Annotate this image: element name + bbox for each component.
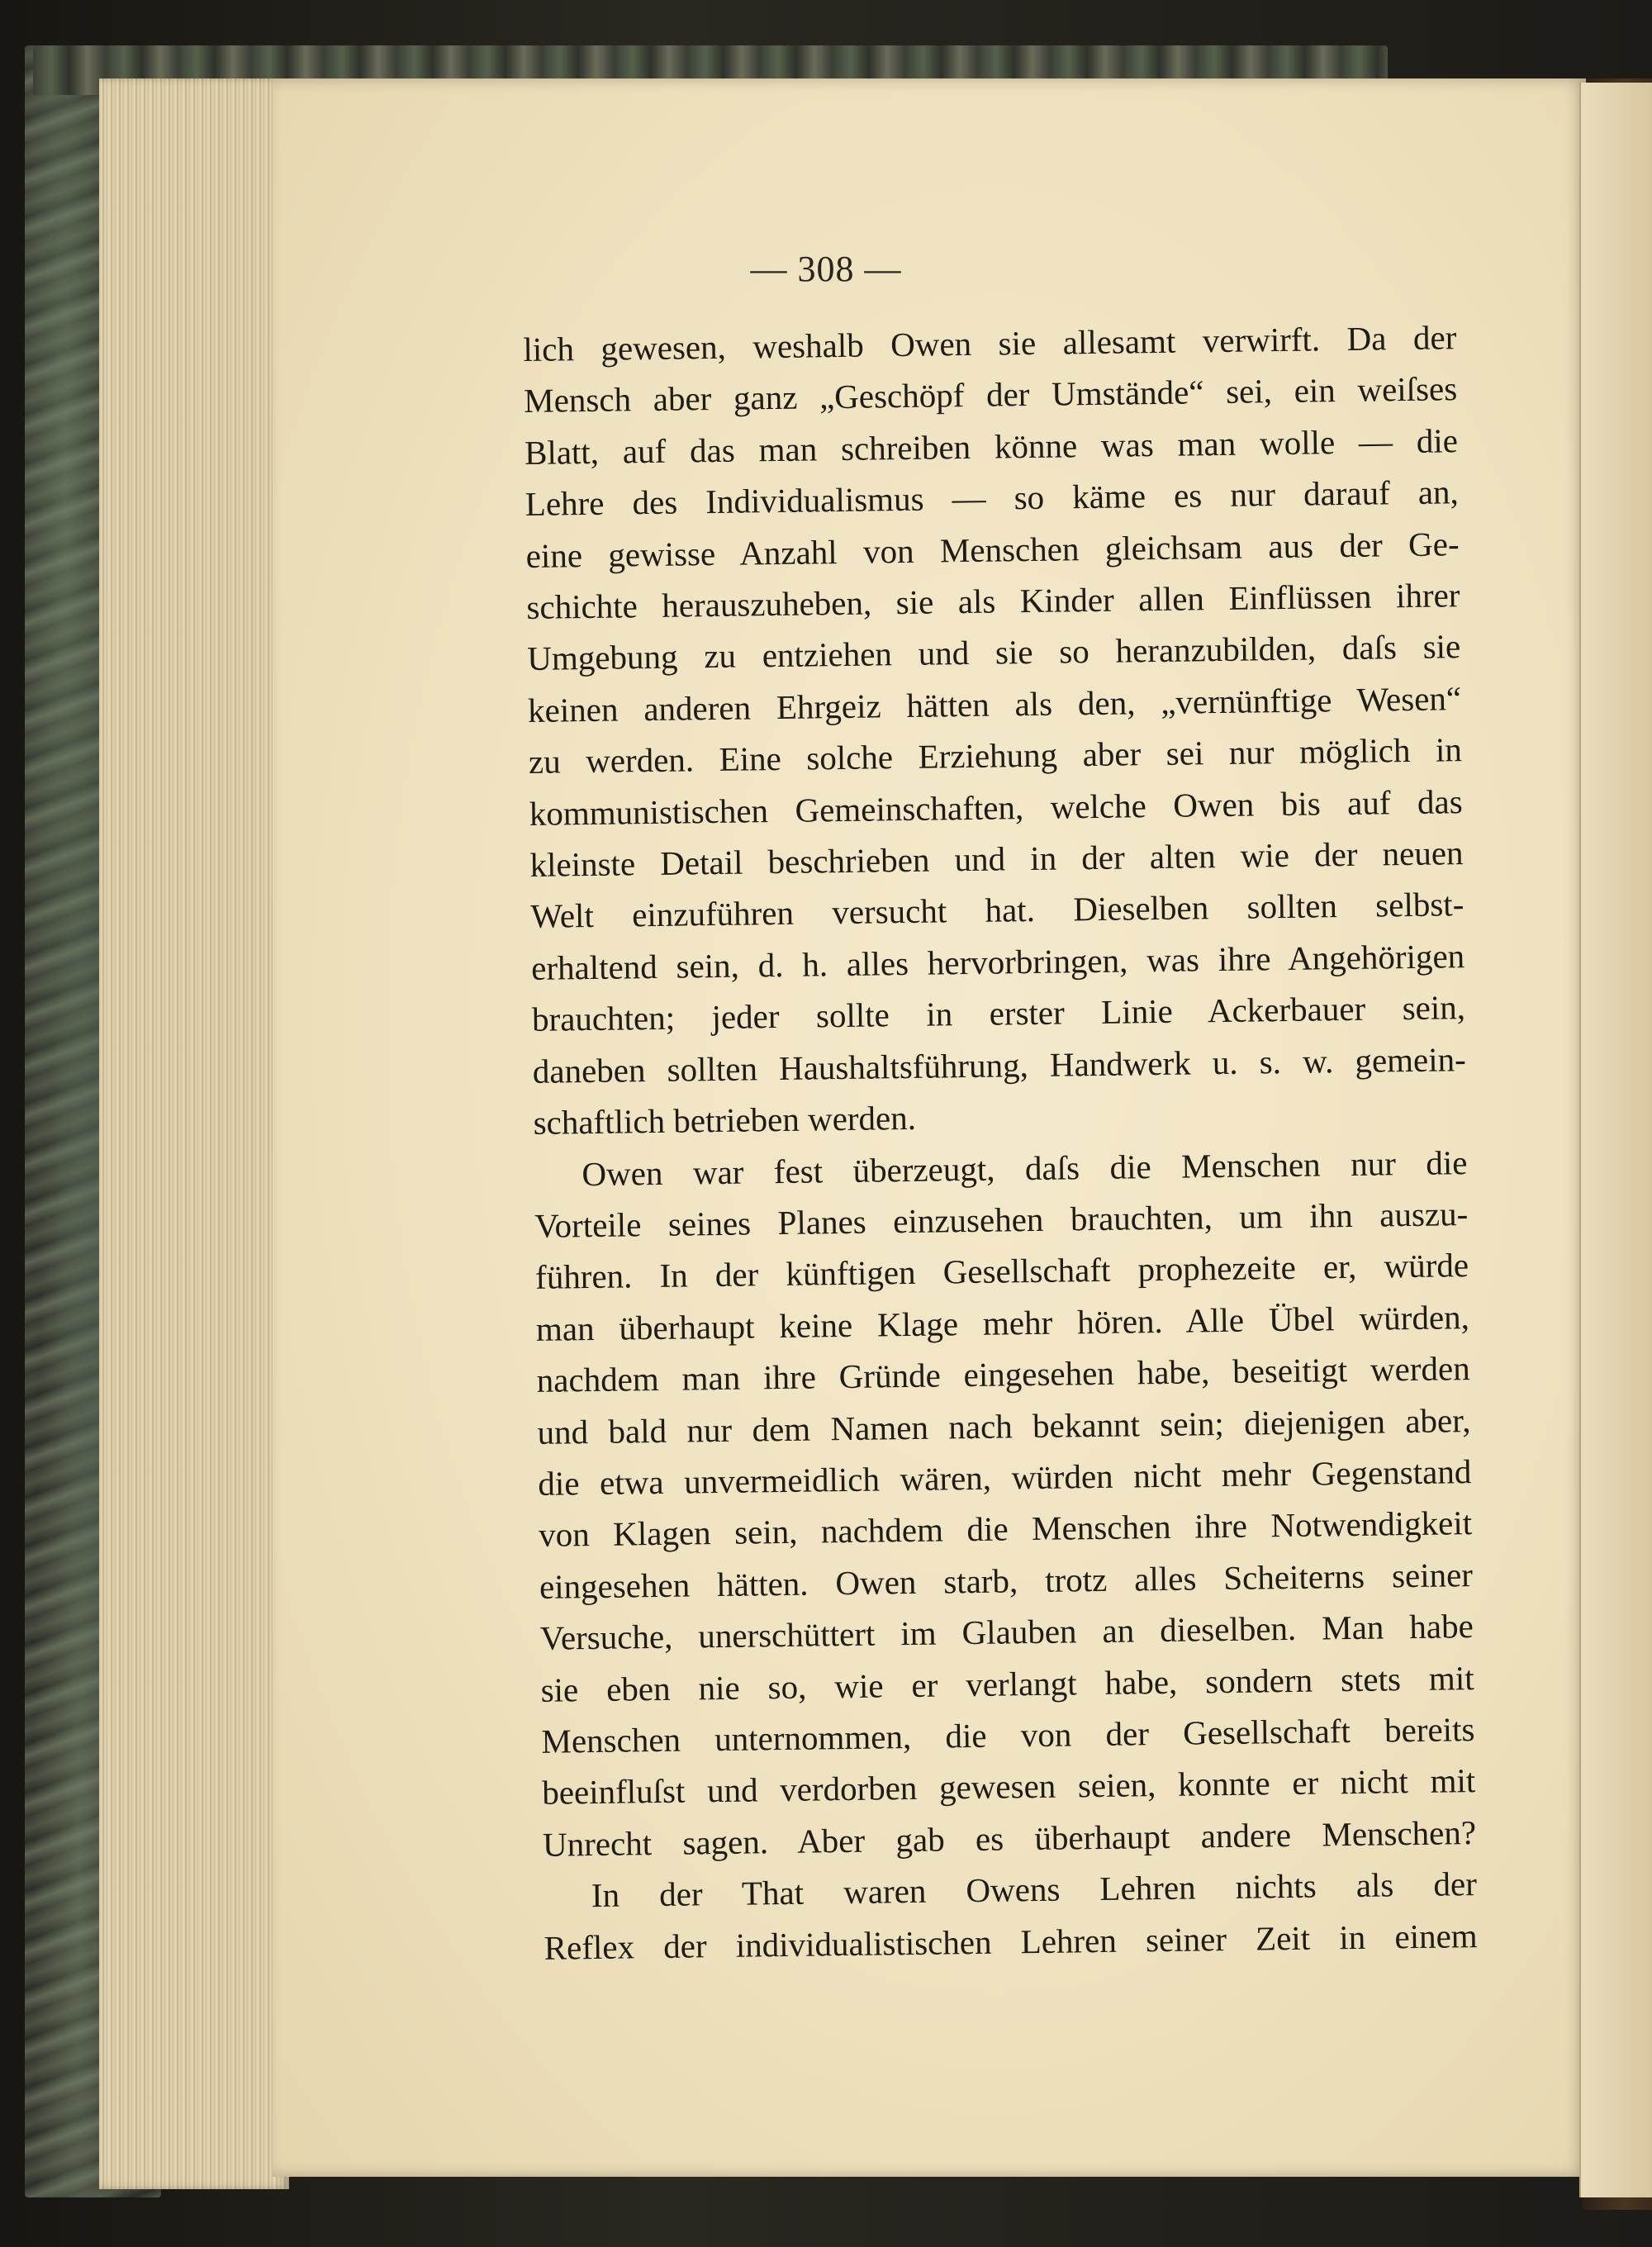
text-line: die etwa unvermeidlich wären, würden nicht mehr Gegenstand: [538, 1452, 1472, 1503]
text-line: führen. In der künftigen Gesellschaft prophezeite er, würde: [534, 1246, 1469, 1297]
text-line: Vorteile seines Planes einzusehen brauchten, um ihn auszu-: [534, 1195, 1469, 1245]
text-line: Umgebung zu entziehen und sie so heranzubilden, daſs sie: [527, 627, 1461, 678]
text-line: In der That waren Owens Lehren nichts als der: [591, 1865, 1478, 1915]
page-edges: [99, 78, 289, 2189]
text-line: Menschen unternommen, die von der Gesellschaft bereits: [541, 1710, 1475, 1760]
text-line: eingesehen hätten. Owen starb, trotz alles Scheiterns seiner: [539, 1555, 1474, 1606]
text-line: Lehre des Individualismus — so käme es nur darauf an,: [525, 473, 1460, 524]
text-line: Owen war fest überzeugt, daſs die Menschen nur die: [582, 1143, 1468, 1193]
body-text: [523, 311, 1478, 1974]
text-line: schichte herauszuheben, sie als Kinder allen Einflüssen ihrer: [526, 576, 1460, 626]
text-line: Reflex der individualistischen Lehren seiner Zeit in einem: [544, 1916, 1478, 1967]
text-line: eine gewisse Anzahl von Menschen gleichsam aus der Ge-: [525, 524, 1460, 575]
text-line: Welt einzuführen versucht hat. Dieselben sollten selbst-: [530, 885, 1464, 936]
text-line: schaftlich betrieben werden.: [533, 1098, 917, 1143]
text-line: Versuche, unerschüttert im Glauben an dieselben. Man habe: [539, 1607, 1474, 1658]
text-line: daneben sollten Haushaltsführung, Handwerk u. s. w. gemein-: [532, 1039, 1467, 1090]
text-line: nachdem man ihre Gründe eingesehen habe, beseitigt werden: [536, 1349, 1470, 1400]
text-line: beeinfluſst und verdorben gewesen seien, konnte er nicht mit: [541, 1761, 1476, 1812]
text-line: Blatt, auf das man schreiben könne was man wolle — die: [524, 421, 1459, 472]
text-line: brauchten; jeder sollte in erster Linie Ackerbauer sein,: [531, 988, 1466, 1039]
text-line: erhaltend sein, d. h. alles hervorbringen, was ihre Angehörigen: [530, 937, 1465, 987]
text-line: keinen anderen Ehrgeiz hätten als den, „vernünftige Wesen“: [527, 679, 1462, 729]
text-line: lich gewesen, weshalb Owen sie allesamt verwirft. Da der: [523, 318, 1457, 368]
page-number: — 308 —: [750, 249, 902, 289]
text-line: kleinste Detail beschrieben und in der alten wie der neuen: [529, 834, 1464, 885]
text-line: und bald nur dem Namen nach bekannt sein; diejenigen aber,: [537, 1400, 1471, 1451]
text-line: Mensch aber ganz „Geschöpf der Umstände“ sei, ein weiſses: [523, 369, 1458, 420]
text-line: man überhaupt keine Klage mehr hören. Alle Übel würden,: [535, 1297, 1470, 1348]
facing-page-edge: [1579, 83, 1652, 2197]
text-line: zu werden. Eine solche Erziehung aber sei nur möglich in: [528, 730, 1463, 781]
text-line: von Klagen sein, nachdem die Menschen ihre Notwendigkeit: [538, 1504, 1473, 1555]
text-line: kommunistischen Gemeinschaften, welche Owen bis auf das: [529, 781, 1463, 833]
text-line: sie eben nie so, wie er verlangt habe, sondern stets mit: [540, 1658, 1474, 1709]
text-line: Unrecht sagen. Aber gab es überhaupt andere Menschen?: [542, 1812, 1477, 1864]
